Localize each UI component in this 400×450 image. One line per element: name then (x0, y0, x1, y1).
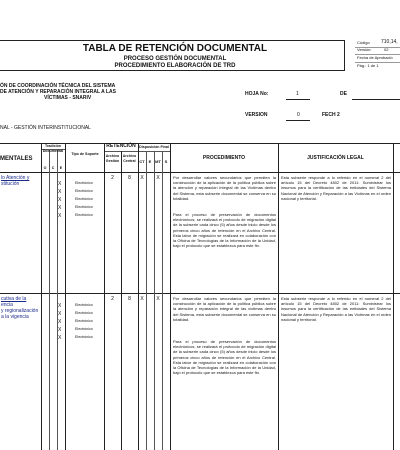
sheet-of-label: DE (340, 91, 347, 97)
disposicion-sub-s: S (164, 159, 168, 164)
retention-central-years: 8 (128, 296, 131, 302)
electronic-mark: X (58, 189, 62, 195)
approval-date-label: Fecha de Aprobació (357, 55, 393, 60)
electronic-mark: X (58, 303, 62, 309)
legal-justification: Esta subserie responde a lo referido en el numeral 2 del artículo 15 del Decreto 4802 de 2011: Suministrar los insumos para la certificación de las entidades del Sistema Nacional de Atención y Reparación a las Víctimas en el orden nacional y territorial. (281, 175, 391, 201)
administrative-unit: NAL - GESTIÓN INTERINSTITUCIONAL (0, 125, 91, 131)
process-name: PROCESO GESTIÓN DOCUMENTAL (123, 56, 227, 62)
soporte-type: Electrónico (75, 327, 93, 331)
electronic-mark: X (58, 311, 62, 317)
soporte-type: Electrónico (75, 213, 93, 217)
entity-name-line2: DE ATENCIÓN Y REPARACIÓN INTEGRAL A LAS (0, 89, 116, 95)
soporte-type: Electrónico (75, 205, 93, 209)
page-count: Pág.: 1 de 1 (357, 63, 379, 68)
version-field-label: VERSION (245, 112, 268, 118)
disposition-ct: X (140, 175, 144, 181)
electronic-mark: X (58, 327, 62, 333)
procedure-paragraph: Para el proceso de preservación de documentos electrónicos, se realizará el protocolo de migración digital de la subserie cada cinco (5) años desde inicio desde los primeros cinco años de retención en el Archivo Central. Esta labor de migración se realizará en colaboración con la Oficina de Tecnologías de la Información de la Unidad, bajo el protocolo que se establezca para este fin. (173, 212, 276, 249)
series-name-line3: y regionalización (1, 308, 39, 314)
tradicion-sub-copia: C (51, 166, 55, 170)
tipo-soporte-header: Tipo de Soporte (71, 152, 99, 156)
sheet-label: HOJA No: (245, 91, 269, 97)
series-name-line4: a la vigencia (1, 314, 29, 320)
tradicion-sub-electronico: E (59, 166, 63, 170)
electronic-mark: X (58, 319, 62, 325)
justificacion-column-header: JUSTIFICACIÓN LEGAL (307, 155, 364, 161)
disposition-mt: X (156, 296, 160, 302)
soporte-type: Electrónico (75, 197, 93, 201)
entity-name-line1: ÓN DE COORDINACIÓN TÉCNICA DEL SISTEMA (0, 83, 116, 89)
electronic-mark: X (58, 197, 62, 203)
soporte-type: Electrónico (75, 311, 93, 315)
procedure-paragraph: Por desarrollar valores secundarios que permiten la construcción de la aplicación de la política pública sobre la atención y reparación integral de las víctimas dentro del Sistema, esta subserie documental se conserva en su totalidad. (173, 296, 276, 322)
series-name-line2: encia (1, 302, 13, 308)
version-value: 02 (384, 47, 389, 52)
disposition-ct: X (140, 296, 144, 302)
disposicion-column-header: Disposición Final (139, 145, 169, 149)
version-label: Versión: (357, 47, 372, 52)
retention-gestion-years: 2 (111, 296, 114, 302)
procedure-paragraph: Por desarrollar valores secundarios que permiten la construcción de la aplicación de la política pública sobre la atención y reparación integral de las Víctimas dentro del Sistema, esta subserie documental se conserva en su totalidad. (173, 175, 276, 201)
soporte-type: Electrónico (75, 189, 93, 193)
version-field-value: 0 (297, 112, 300, 118)
legal-justification: Esta subserie responde a lo referido en el numeral 2 del artículo 15 del Decreto 4802 de 2011: Suministrar los insumos para la certificación de las entidades del Sistema Nacional de Atención y Reparación a las Víctimas en el orden nacional y territorial. (281, 296, 391, 322)
electronic-mark: X (58, 335, 62, 341)
code-value: 710,14, (381, 39, 398, 45)
entity-name-line3: VÍCTIMAS - SNARIV (44, 95, 92, 101)
retention-gestion-years: 2 (111, 175, 114, 181)
archivo-gestion-header: Archivo Gestión (105, 154, 120, 163)
tradicion-sub-original: O (43, 166, 47, 170)
retencion-column-header: RETENCIÓN (106, 143, 136, 149)
document-title: TABLA DE RETENCIÓN DOCUMENTAL (82, 43, 268, 54)
series-name-line1: cutiva de la (1, 296, 27, 302)
electronic-mark: X (58, 213, 62, 219)
soporte-type: Electrónico (75, 303, 93, 307)
series-column-header: MENTALES (0, 156, 33, 162)
soporte-type: Electrónico (75, 319, 93, 323)
retention-central-years: 8 (128, 175, 131, 181)
procedimiento-column-header: PROCEDIMIENTO (202, 155, 246, 161)
sheet-value: 1 (296, 91, 299, 97)
series-name-line1: lo Atención y (1, 175, 30, 181)
archivo-central-header: Archivo Central (122, 154, 137, 163)
tradicion-column-header: Tradición Documental (42, 144, 64, 153)
electronic-mark: X (58, 205, 62, 211)
soporte-type: Electrónico (75, 335, 93, 339)
code-label: Código (357, 40, 370, 45)
disposicion-sub-ct: CT (139, 159, 145, 164)
procedure-paragraph: Para el proceso de preservación de documentos electrónicos, se realizará el protocolo de migración digital de la subserie cada cinco (5) años desde inicio desde los primeros cinco años de retención en el Archivo Central. Esta labor de migración se realizará en colaboración con la Oficina de Tecnologías de la Información de la Unidad, bajo el protocolo que se establezca para este fin. (173, 339, 276, 376)
date-field-label: FECH 2 (322, 112, 340, 118)
electronic-mark: X (58, 181, 62, 187)
disposition-mt: X (156, 175, 160, 181)
soporte-type: Electrónico (75, 181, 93, 185)
series-name-line2: stitución (1, 181, 20, 187)
disposicion-sub-e: E (148, 159, 152, 164)
procedure-name: PROCEDIMIENTO ELABORACIÓN DE TRD (114, 63, 236, 69)
disposicion-sub-mt: MT (155, 159, 161, 164)
